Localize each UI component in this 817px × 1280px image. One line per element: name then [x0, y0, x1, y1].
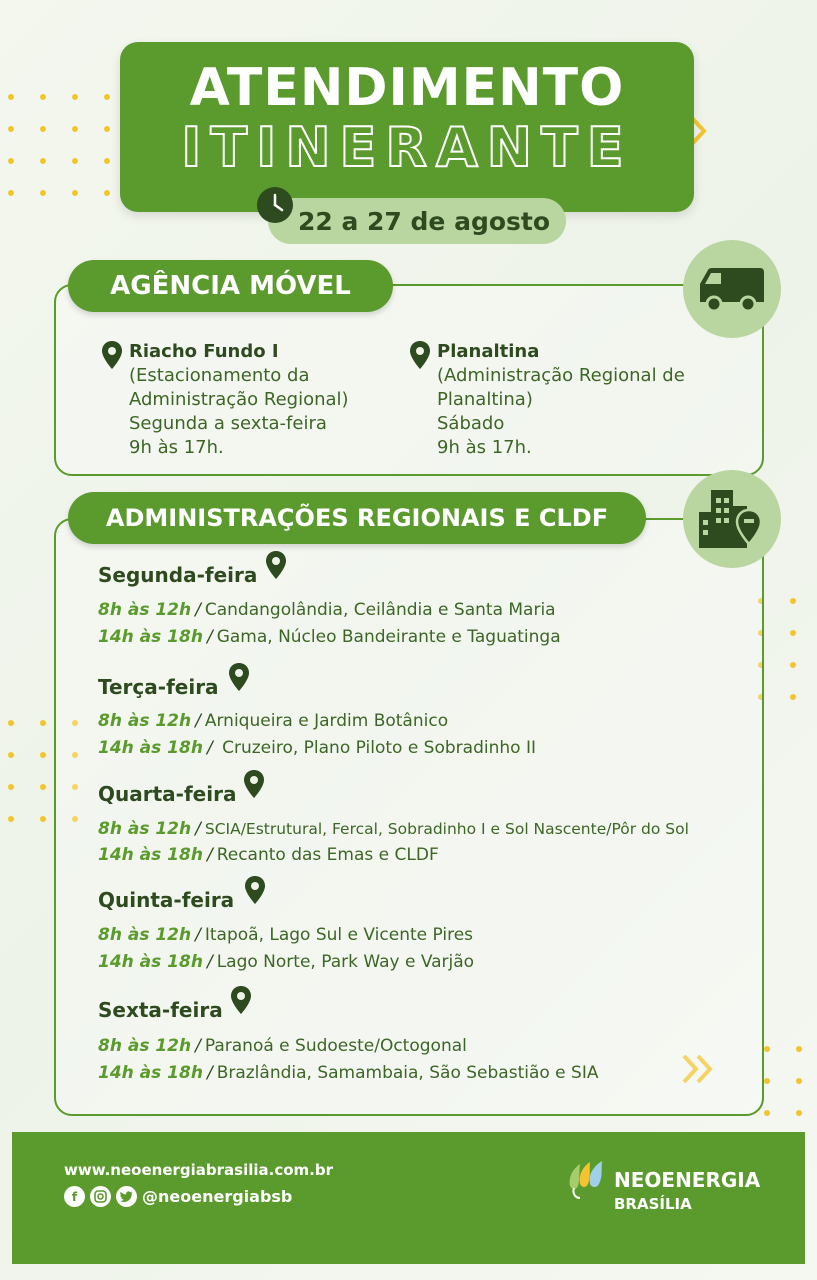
location-pin-icon — [265, 550, 287, 580]
date-badge — [268, 198, 566, 244]
slot-places: Lago Norte, Park Way e Varjão — [216, 952, 475, 972]
location-pin-icon — [244, 875, 266, 905]
schedule-slot: 8h às 12h / Arniqueira e Jardim Botânico — [98, 711, 449, 731]
slot-time: 8h às 12h — [98, 1036, 192, 1056]
location-riacho-fundo — [129, 340, 389, 460]
slot-places: Cruzeiro, Plano Piloto e Sobradinho II — [216, 738, 536, 758]
schedule-slot: 8h às 12h / Itapoã, Lago Sul e Vicente Pires — [98, 925, 474, 945]
slot-places: Paranoá e Sudoeste/Octogonal — [204, 1036, 467, 1056]
slot-time: 8h às 12h — [98, 711, 192, 731]
decorative-dots-top-left — [8, 94, 110, 196]
slot-places: Recanto das Emas e CLDF — [216, 845, 439, 865]
location-hours: 9h às 17h. — [129, 437, 224, 458]
schedule-slot: 14h às 18h / Cruzeiro, Plano Piloto e Sobradinho II — [98, 738, 536, 758]
section-heading: ADMINISTRAÇÕES REGIONAIS E CLDF — [105, 504, 609, 532]
brand-name: NEOENERGIA — [614, 1168, 761, 1192]
building-icon-badge — [683, 470, 781, 568]
slot-time: 8h às 12h — [98, 819, 192, 839]
location-place: (Administração Regional de Planaltina) — [437, 365, 685, 410]
facebook-icon[interactable]: f — [64, 1186, 85, 1207]
slot-time: 8h às 12h — [98, 925, 192, 945]
slot-places: SCIA/Estrutural, Fercal, Sobradinho I e Sol Nascente/Pôr do Sol — [204, 820, 689, 838]
location-planaltina — [437, 340, 697, 460]
administracoes-heading — [68, 492, 646, 544]
location-pin-icon — [409, 340, 431, 370]
clock-icon — [256, 186, 294, 224]
agencia-movel-heading — [68, 260, 393, 312]
location-pin-icon — [228, 662, 250, 692]
schedule-slot: 8h às 12h / Candangolândia, Ceilândia e Santa Maria — [98, 600, 556, 620]
page-subtitle: ITINERANTE — [181, 116, 633, 179]
location-name: Riacho Fundo I — [129, 341, 279, 362]
slot-time: 14h às 18h — [98, 1063, 203, 1083]
website-link[interactable]: www.neoenergiabrasilia.com.br — [64, 1161, 333, 1179]
slot-places: Arniqueira e Jardim Botânico — [204, 711, 449, 731]
brand-subtitle: BRASÍLIA — [614, 1195, 692, 1213]
day-tuesday: Terça-feira — [98, 675, 219, 699]
location-days: Sábado — [437, 413, 505, 434]
day-wednesday: Quarta-feira — [98, 782, 237, 806]
instagram-icon[interactable] — [90, 1186, 111, 1207]
day-friday: Sexta-feira — [98, 998, 223, 1022]
decorative-dots-bottom-right — [764, 1046, 802, 1116]
van-icon-badge — [683, 240, 781, 338]
location-pin-icon — [243, 769, 265, 799]
schedule-slot: 8h às 12h / SCIA/Estrutural, Fercal, Sobradinho I e Sol Nascente/Pôr do Sol — [98, 819, 689, 839]
section-heading: AGÊNCIA MÓVEL — [110, 271, 351, 301]
location-hours: 9h às 17h. — [437, 437, 532, 458]
neoenergia-logo — [566, 1158, 610, 1200]
slot-places: Itapoã, Lago Sul e Vicente Pires — [204, 925, 474, 945]
schedule-slot: 8h às 12h / Paranoá e Sudoeste/Octogonal — [98, 1036, 467, 1056]
schedule-slot: 14h às 18h / Lago Norte, Park Way e Varjão — [98, 952, 475, 972]
schedule-slot: 14h às 18h / Recanto das Emas e CLDF — [98, 845, 439, 865]
schedule-slot: 14h às 18h / Gama, Núcleo Bandeirante e Taguatinga — [98, 627, 561, 647]
twitter-icon[interactable] — [116, 1186, 137, 1207]
building-location-icon — [697, 486, 767, 552]
location-pin-icon — [230, 985, 252, 1015]
social-handle[interactable]: @neoenergiabsb — [142, 1187, 293, 1206]
page-title: ATENDIMENTO — [189, 58, 625, 118]
slot-places: Gama, Núcleo Bandeirante e Taguatinga — [216, 627, 561, 647]
location-days: Segunda a sexta-feira — [129, 413, 327, 434]
slot-time: 8h às 12h — [98, 600, 192, 620]
slot-time: 14h às 18h — [98, 627, 203, 647]
slot-places: Candangolândia, Ceilândia e Santa Maria — [204, 600, 556, 620]
day-thursday: Quinta-feira — [98, 888, 235, 912]
slot-places: Brazlândia, Samambaia, São Sebastião e SIA — [216, 1063, 599, 1083]
location-place: (Estacionamento da Administração Regional) — [129, 365, 349, 410]
location-pin-icon — [101, 340, 123, 370]
van-icon — [694, 262, 770, 316]
slot-time: 14h às 18h — [98, 738, 203, 758]
schedule-slot: 14h às 18h / Brazlândia, Samambaia, São Sebastião e SIA — [98, 1063, 599, 1083]
slot-time: 14h às 18h — [98, 952, 203, 972]
date-range: 22 a 27 de agosto — [297, 206, 551, 236]
slot-time: 14h às 18h — [98, 845, 203, 865]
location-name: Planaltina — [437, 341, 540, 362]
day-monday: Segunda-feira — [98, 563, 258, 587]
